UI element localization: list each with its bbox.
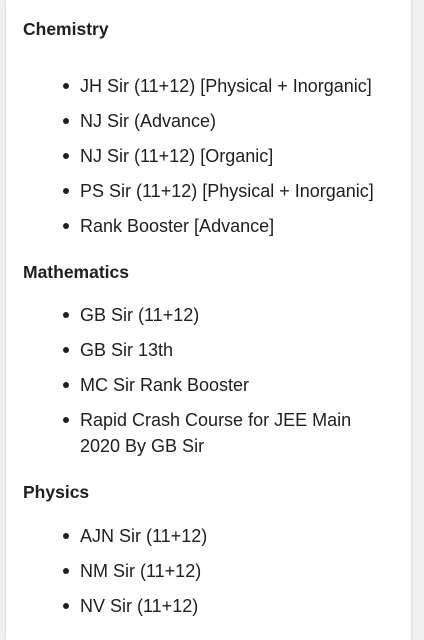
bullet-icon — [63, 603, 69, 609]
bullet-icon — [63, 118, 69, 124]
list-item-label: AJN Sir (11+12) — [80, 526, 208, 546]
list-item-label: NM Sir (11+12) — [80, 561, 202, 581]
mathematics-list — [23, 302, 380, 459]
list-item-label: Rapid Crash Course for JEE Main 2020 By GB Sir — [80, 410, 352, 456]
list-item[interactable] — [63, 372, 380, 398]
list-item[interactable] — [63, 593, 380, 619]
bullet-icon — [63, 417, 69, 423]
list-item[interactable] — [63, 73, 380, 99]
list-item-label: NV Sir (11+12) — [80, 596, 199, 616]
list-item[interactable] — [63, 178, 380, 204]
bullet-icon — [63, 533, 69, 539]
list-item[interactable] — [63, 407, 380, 459]
bullet-icon — [63, 312, 69, 318]
list-item-label: NJ Sir (Advance) — [80, 111, 217, 131]
list-item[interactable] — [63, 108, 380, 134]
section-title-mathematics: Mathematics — [23, 262, 130, 282]
bullet-icon — [63, 223, 69, 229]
section-title-physics: Physics — [23, 482, 90, 502]
list-item-label: GB Sir 13th — [80, 340, 174, 360]
list-item[interactable] — [63, 337, 380, 363]
list-item[interactable] — [63, 213, 380, 239]
list-item[interactable] — [63, 302, 380, 328]
bullet-icon — [63, 568, 69, 574]
list-item-label: MC Sir Rank Booster — [80, 375, 250, 395]
content-card — [6, 0, 411, 640]
list-item[interactable] — [63, 143, 380, 169]
list-item[interactable] — [63, 523, 380, 549]
list-item-label: NJ Sir (11+12) [Organic] — [80, 146, 274, 166]
bullet-icon — [63, 382, 69, 388]
list-item-label: PS Sir (11+12) [Physical + Inorganic] — [80, 181, 374, 201]
bullet-icon — [63, 153, 69, 159]
section-title-chemistry: Chemistry — [23, 19, 109, 39]
list-item-label: Rank Booster [Advance] — [80, 216, 275, 236]
bullet-icon — [63, 83, 69, 89]
chemistry-list — [23, 73, 380, 239]
list-item-label: GB Sir (11+12) — [80, 305, 200, 325]
bullet-icon — [63, 347, 69, 353]
physics-list — [23, 523, 380, 619]
bullet-icon — [63, 188, 69, 194]
list-item-label: JH Sir (11+12) [Physical + Inorganic] — [80, 76, 372, 96]
list-item[interactable] — [63, 558, 380, 584]
